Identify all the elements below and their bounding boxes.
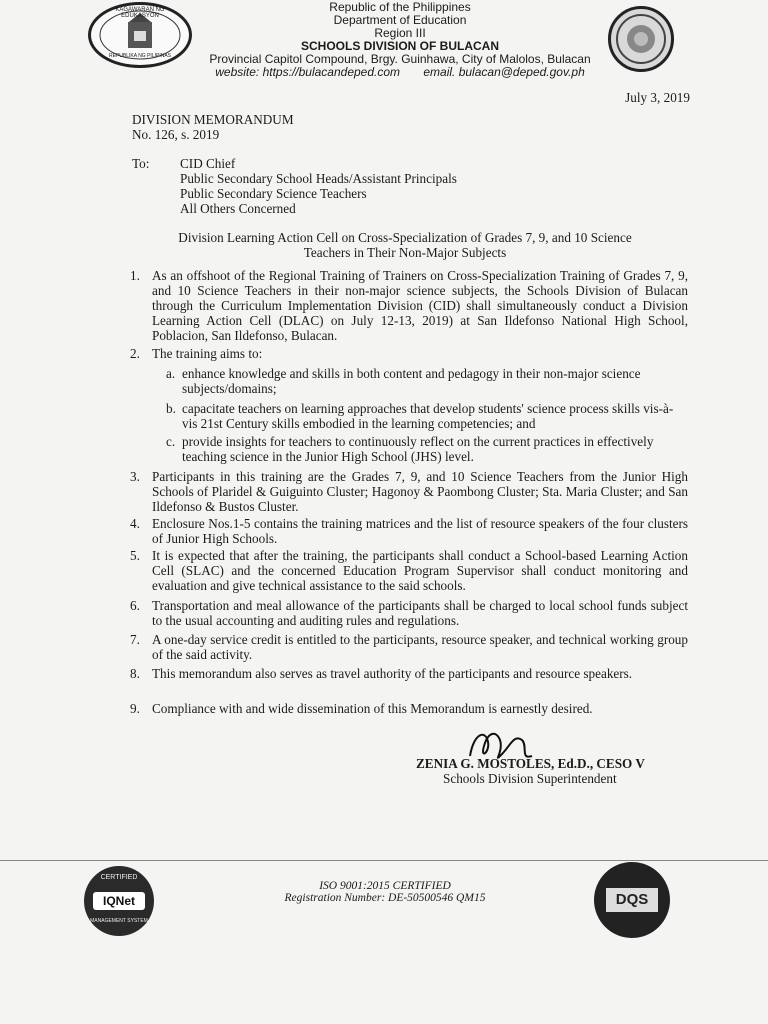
recipient-list: [180, 156, 457, 216]
aim-text: enhance knowledge and skills in both content and pedagogy in their non-major science subjects/domains;: [182, 366, 641, 396]
item-text: Participants in this training are the Grades 7, 9, and 10 Science Teachers from the Junior High Schools of Plaridel & Guiguinto Cluster; Hagonoy & Paombong Cluster; Sta. Maria Cluster; and San Ildefonso & Bustos Cluster.: [152, 469, 688, 514]
recipient: Public Secondary Science Teachers: [180, 186, 367, 201]
subject-line: Division Learning Action Cell on Cross-Specialization of Grades 7, 9, and 10 Science: [178, 230, 632, 245]
logo-bottom-text: MANAGEMENT SYSTEM: [90, 918, 148, 924]
seal-top-text: KAGAWARAN NG EDUKASYON: [115, 7, 165, 19]
aim-letter: c.: [166, 434, 176, 449]
recipient: CID Chief: [180, 156, 236, 171]
footer-divider: [0, 860, 768, 861]
item-number: 9.: [130, 701, 140, 716]
aim-text: provide insights for teachers to continuously reflect on the current practices in effectively teaching science in the Junior High School (JHS) level.: [182, 434, 654, 464]
header-division: SCHOOLS DIVISION OF BULACAN: [300, 39, 499, 53]
header-email: email. bulacan@deped.gov.ph: [423, 65, 585, 79]
item-text: Compliance with and wide dissemination of this Memorandum is earnestly desired.: [152, 701, 593, 716]
header-region: Region III: [374, 26, 426, 40]
subject-line: Teachers in Their Non-Major Subjects: [303, 245, 507, 260]
item-text: Transportation and meal allowance of the participants shall be charged to local school funds subject to the usual accounting and auditing rules and regulations.: [152, 598, 688, 628]
item-text: Enclosure Nos.1-5 contains the training matrices and the list of resource speakers of the four clusters of Junior High Schools.: [152, 516, 688, 546]
item-number: 4.: [130, 516, 140, 531]
logo-brand-text: IQNet: [93, 892, 145, 910]
item-text: The training aims to:: [152, 346, 263, 361]
dqs-brand-text: DQS: [606, 888, 658, 912]
header-contact: [190, 66, 610, 79]
aim-letter: b.: [166, 401, 176, 416]
dqs-certified-logo: [594, 862, 670, 938]
aim-text: capacitate teachers on learning approaches that develop students' science process skills vis-à-vis 21st Century skills embodied in the learning competencies; and: [182, 401, 674, 431]
iqnet-certified-logo: [84, 866, 154, 936]
aim-letter: a.: [166, 366, 176, 381]
memo-number: No. 126, s. 2019: [132, 127, 220, 142]
memo-date: July 3, 2019: [625, 90, 690, 105]
item-text: As an offshoot of the Regional Training of Trainers on Cross-Specialization Training of Grades 7, 9, and 10 Science Teachers in their non-major science subjects, the Schools Division of Bulacan through the Curriculum Implementation Division (CID) shall simultaneously conduct a Division Learning Action Cell (DLAC) on July 12-13, 2019) at San Ildefonso National High School, Poblacion, San Ildefonso, Bulacan.: [152, 268, 688, 343]
division-seal-logo: [608, 6, 674, 72]
item-text: This memorandum also serves as travel authority of the participants and resource speakers.: [152, 666, 633, 681]
signatory-title: Schools Division Superintendent: [443, 771, 617, 786]
logo-top-text: CERTIFIED: [100, 874, 138, 881]
recipient: Public Secondary School Heads/Assistant Principals: [180, 171, 457, 186]
iso-registration-line: Registration Number: DE-50500546 QM15: [284, 892, 486, 904]
item-number: 7.: [130, 632, 140, 647]
deped-seal-logo: [88, 2, 192, 68]
header-address: Provincial Capitol Compound, Brgy. Guinhawa, City of Malolos, Bulacan: [209, 52, 591, 66]
item-number: 5.: [130, 548, 140, 563]
item-number: 6.: [130, 598, 140, 613]
iso-certification: [240, 880, 530, 904]
letterhead: [190, 1, 610, 79]
item-number: 2.: [130, 346, 140, 361]
recipient: All Others Concerned: [180, 201, 296, 216]
header-website: website: https://bulacandeped.com: [215, 65, 401, 79]
item-number: 1.: [130, 268, 140, 283]
memo-title: DIVISION MEMORANDUM: [132, 112, 294, 127]
iso-cert-line: ISO 9001:2015 CERTIFIED: [319, 880, 451, 892]
header-republic: Republic of the Philippines: [329, 0, 471, 14]
to-label: To:: [132, 156, 150, 171]
item-number: 8.: [130, 666, 140, 681]
item-number: 3.: [130, 469, 140, 484]
memo-subject: [120, 230, 690, 260]
seal-bottom-text: REPUBLIKA NG PILIPINAS: [109, 53, 171, 59]
item-text: It is expected that after the training, the participants shall conduct a School-based Learning Action Cell (SLAC) and the concerned Education Program Supervisor shall conduct monitoring and evaluation and give technical assistance to the said schools.: [152, 548, 688, 593]
item-text: A one-day service credit is entitled to the participants, resource speaker, and technical working group of the said activity.: [152, 632, 688, 662]
signatory-name: ZENIA G. MOSTOLES, Ed.D., CESO V: [416, 756, 645, 771]
header-department: Department of Education: [333, 13, 467, 27]
